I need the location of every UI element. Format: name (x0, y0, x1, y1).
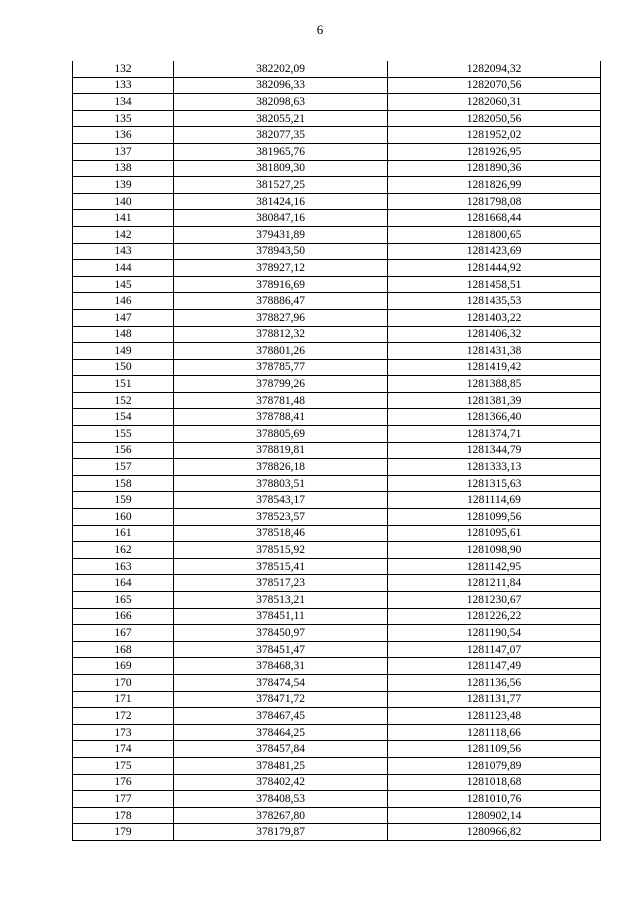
x-coordinate-cell: 378471,72 (174, 691, 388, 708)
table-row (73, 674, 601, 691)
y-coordinate-cell: 1281098,90 (388, 542, 601, 559)
x-coordinate-cell: 378523,57 (174, 509, 388, 526)
x-coordinate-cell: 380847,16 (174, 210, 388, 227)
table-row (73, 376, 601, 393)
point-number-cell: 158 (73, 475, 174, 492)
y-coordinate-cell: 1281114,69 (388, 492, 601, 509)
y-coordinate-cell: 1281118,66 (388, 724, 601, 741)
point-number-cell: 132 (73, 61, 174, 77)
point-number-cell: 166 (73, 608, 174, 625)
x-coordinate-cell: 381424,16 (174, 193, 388, 210)
point-number-cell: 161 (73, 525, 174, 542)
table-row (73, 575, 601, 592)
table-row (73, 160, 601, 177)
table-row (73, 442, 601, 459)
x-coordinate-cell: 378408,53 (174, 791, 388, 808)
y-coordinate-cell: 1281010,76 (388, 791, 601, 808)
x-coordinate-cell: 378457,84 (174, 741, 388, 758)
point-number-cell: 178 (73, 807, 174, 824)
y-coordinate-cell: 1281926,95 (388, 143, 601, 160)
coordinates-table-body (73, 61, 601, 840)
table-row (73, 824, 601, 841)
x-coordinate-cell: 381527,25 (174, 177, 388, 194)
y-coordinate-cell: 1281798,08 (388, 193, 601, 210)
x-coordinate-cell: 378518,46 (174, 525, 388, 542)
y-coordinate-cell: 1281435,53 (388, 293, 601, 310)
y-coordinate-cell: 1281095,61 (388, 525, 601, 542)
x-coordinate-cell: 382055,21 (174, 110, 388, 127)
y-coordinate-cell: 1281431,38 (388, 343, 601, 360)
y-coordinate-cell: 1281344,79 (388, 442, 601, 459)
x-coordinate-cell: 378819,81 (174, 442, 388, 459)
y-coordinate-cell: 1281147,49 (388, 658, 601, 675)
table-row (73, 110, 601, 127)
coordinates-table (72, 61, 601, 841)
y-coordinate-cell: 1281406,32 (388, 326, 601, 343)
table-row (73, 542, 601, 559)
x-coordinate-cell: 378474,54 (174, 674, 388, 691)
x-coordinate-cell: 378826,18 (174, 459, 388, 476)
table-row (73, 326, 601, 343)
y-coordinate-cell: 1281423,69 (388, 243, 601, 260)
y-coordinate-cell: 1281230,67 (388, 592, 601, 609)
table-row (73, 708, 601, 725)
x-coordinate-cell: 378943,50 (174, 243, 388, 260)
point-number-cell: 141 (73, 210, 174, 227)
table-row (73, 475, 601, 492)
x-coordinate-cell: 378515,92 (174, 542, 388, 559)
x-coordinate-cell: 378801,26 (174, 343, 388, 360)
x-coordinate-cell: 378788,41 (174, 409, 388, 426)
x-coordinate-cell: 382096,33 (174, 77, 388, 94)
table-row (73, 757, 601, 774)
table-row (73, 143, 601, 160)
table-row (73, 343, 601, 360)
point-number-cell: 159 (73, 492, 174, 509)
x-coordinate-cell: 378827,96 (174, 309, 388, 326)
point-number-cell: 150 (73, 359, 174, 376)
point-number-cell: 174 (73, 741, 174, 758)
x-coordinate-cell: 378451,11 (174, 608, 388, 625)
y-coordinate-cell: 1281211,84 (388, 575, 601, 592)
y-coordinate-cell: 1281381,39 (388, 392, 601, 409)
table-row (73, 293, 601, 310)
y-coordinate-cell: 1281374,71 (388, 426, 601, 443)
y-coordinate-cell: 1281099,56 (388, 509, 601, 526)
point-number-cell: 139 (73, 177, 174, 194)
y-coordinate-cell: 1281403,22 (388, 309, 601, 326)
y-coordinate-cell: 1281366,40 (388, 409, 601, 426)
point-number-cell: 145 (73, 276, 174, 293)
point-number-cell: 154 (73, 409, 174, 426)
table-row (73, 409, 601, 426)
table-row (73, 260, 601, 277)
x-coordinate-cell: 378916,69 (174, 276, 388, 293)
x-coordinate-cell: 378781,48 (174, 392, 388, 409)
point-number-cell: 146 (73, 293, 174, 310)
table-row (73, 426, 601, 443)
y-coordinate-cell: 1281142,95 (388, 558, 601, 575)
point-number-cell: 160 (73, 509, 174, 526)
table-row (73, 392, 601, 409)
y-coordinate-cell: 1281444,92 (388, 260, 601, 277)
x-coordinate-cell: 378927,12 (174, 260, 388, 277)
table-row (73, 61, 601, 77)
y-coordinate-cell: 1281333,13 (388, 459, 601, 476)
y-coordinate-cell: 1282060,31 (388, 94, 601, 111)
table-row (73, 658, 601, 675)
table-row (73, 641, 601, 658)
point-number-cell: 144 (73, 260, 174, 277)
point-number-cell: 152 (73, 392, 174, 409)
point-number-cell: 149 (73, 343, 174, 360)
point-number-cell: 148 (73, 326, 174, 343)
x-coordinate-cell: 378451,47 (174, 641, 388, 658)
y-coordinate-cell: 1281131,77 (388, 691, 601, 708)
x-coordinate-cell: 378805,69 (174, 426, 388, 443)
y-coordinate-cell: 1281458,51 (388, 276, 601, 293)
point-number-cell: 169 (73, 658, 174, 675)
table-row (73, 276, 601, 293)
x-coordinate-cell: 378468,31 (174, 658, 388, 675)
x-coordinate-cell: 378543,17 (174, 492, 388, 509)
x-coordinate-cell: 378812,32 (174, 326, 388, 343)
point-number-cell: 170 (73, 674, 174, 691)
table-row (73, 309, 601, 326)
y-coordinate-cell: 1281136,56 (388, 674, 601, 691)
table-row (73, 509, 601, 526)
y-coordinate-cell: 1281123,48 (388, 708, 601, 725)
point-number-cell: 168 (73, 641, 174, 658)
table-row (73, 625, 601, 642)
x-coordinate-cell: 382077,35 (174, 127, 388, 144)
table-row (73, 592, 601, 609)
table-row (73, 558, 601, 575)
point-number-cell: 167 (73, 625, 174, 642)
point-number-cell: 133 (73, 77, 174, 94)
y-coordinate-cell: 1281079,89 (388, 757, 601, 774)
point-number-cell: 177 (73, 791, 174, 808)
point-number-cell: 172 (73, 708, 174, 725)
x-coordinate-cell: 378517,23 (174, 575, 388, 592)
point-number-cell: 151 (73, 376, 174, 393)
y-coordinate-cell: 1282094,32 (388, 61, 601, 77)
point-number-cell: 142 (73, 226, 174, 243)
x-coordinate-cell: 378515,41 (174, 558, 388, 575)
table-row (73, 608, 601, 625)
x-coordinate-cell: 379431,89 (174, 226, 388, 243)
point-number-cell: 171 (73, 691, 174, 708)
table-row (73, 691, 601, 708)
table-row (73, 193, 601, 210)
point-number-cell: 173 (73, 724, 174, 741)
point-number-cell: 136 (73, 127, 174, 144)
x-coordinate-cell: 378267,80 (174, 807, 388, 824)
x-coordinate-cell: 378467,45 (174, 708, 388, 725)
point-number-cell: 162 (73, 542, 174, 559)
y-coordinate-cell: 1281018,68 (388, 774, 601, 791)
x-coordinate-cell: 378179,87 (174, 824, 388, 841)
table-row (73, 724, 601, 741)
table-row (73, 741, 601, 758)
y-coordinate-cell: 1281109,56 (388, 741, 601, 758)
table-row (73, 459, 601, 476)
table-row (73, 226, 601, 243)
point-number-cell: 176 (73, 774, 174, 791)
y-coordinate-cell: 1281826,99 (388, 177, 601, 194)
x-coordinate-cell: 381809,30 (174, 160, 388, 177)
y-coordinate-cell: 1281388,85 (388, 376, 601, 393)
point-number-cell: 147 (73, 309, 174, 326)
point-number-cell: 138 (73, 160, 174, 177)
x-coordinate-cell: 378464,25 (174, 724, 388, 741)
y-coordinate-cell: 1280966,82 (388, 824, 601, 841)
table-row (73, 359, 601, 376)
y-coordinate-cell: 1282050,56 (388, 110, 601, 127)
point-number-cell: 156 (73, 442, 174, 459)
point-number-cell: 165 (73, 592, 174, 609)
table-row (73, 127, 601, 144)
table-row (73, 77, 601, 94)
table-row (73, 774, 601, 791)
table-row (73, 492, 601, 509)
point-number-cell: 140 (73, 193, 174, 210)
point-number-cell: 137 (73, 143, 174, 160)
table-row (73, 791, 601, 808)
point-number-cell: 157 (73, 459, 174, 476)
x-coordinate-cell: 378481,25 (174, 757, 388, 774)
y-coordinate-cell: 1282070,56 (388, 77, 601, 94)
x-coordinate-cell: 378402,42 (174, 774, 388, 791)
x-coordinate-cell: 378799,26 (174, 376, 388, 393)
y-coordinate-cell: 1281147,07 (388, 641, 601, 658)
point-number-cell: 143 (73, 243, 174, 260)
y-coordinate-cell: 1281190,54 (388, 625, 601, 642)
x-coordinate-cell: 382202,09 (174, 61, 388, 77)
x-coordinate-cell: 378785,77 (174, 359, 388, 376)
table-row (73, 807, 601, 824)
table-row (73, 210, 601, 227)
y-coordinate-cell: 1281226,22 (388, 608, 601, 625)
point-number-cell: 134 (73, 94, 174, 111)
y-coordinate-cell: 1281668,44 (388, 210, 601, 227)
point-number-cell: 155 (73, 426, 174, 443)
y-coordinate-cell: 1281952,02 (388, 127, 601, 144)
x-coordinate-cell: 382098,63 (174, 94, 388, 111)
y-coordinate-cell: 1281890,36 (388, 160, 601, 177)
table-row (73, 94, 601, 111)
x-coordinate-cell: 378886,47 (174, 293, 388, 310)
table-row (73, 525, 601, 542)
table-row (73, 177, 601, 194)
x-coordinate-cell: 378450,97 (174, 625, 388, 642)
x-coordinate-cell: 378513,21 (174, 592, 388, 609)
point-number-cell: 163 (73, 558, 174, 575)
y-coordinate-cell: 1281315,63 (388, 475, 601, 492)
point-number-cell: 179 (73, 824, 174, 841)
y-coordinate-cell: 1280902,14 (388, 807, 601, 824)
y-coordinate-cell: 1281800,65 (388, 226, 601, 243)
x-coordinate-cell: 378803,51 (174, 475, 388, 492)
point-number-cell: 164 (73, 575, 174, 592)
page-number: 6 (316, 22, 324, 37)
x-coordinate-cell: 381965,76 (174, 143, 388, 160)
point-number-cell: 135 (73, 110, 174, 127)
point-number-cell: 175 (73, 757, 174, 774)
y-coordinate-cell: 1281419,42 (388, 359, 601, 376)
table-row (73, 243, 601, 260)
